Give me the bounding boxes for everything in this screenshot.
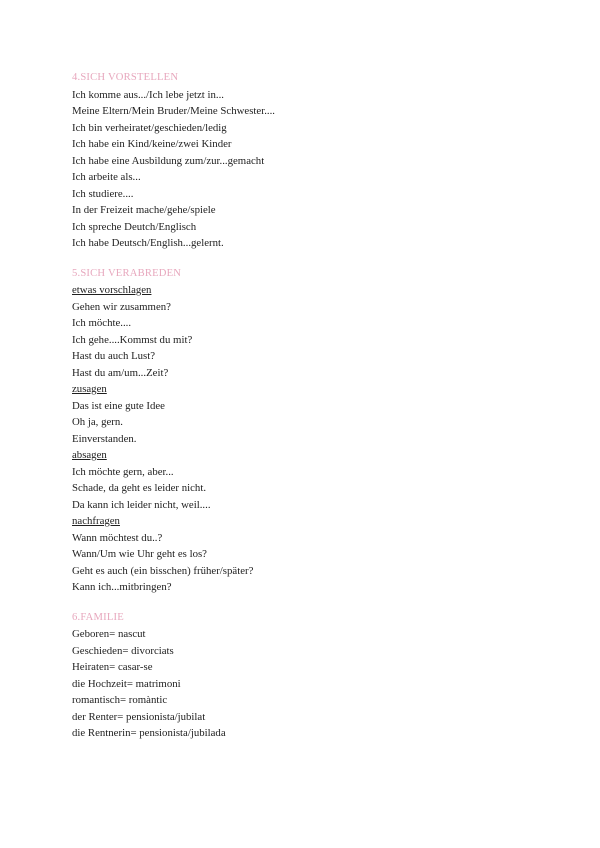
section-sich-vorstellen	[72, 70, 542, 252]
text-line: die Hochzeit= matrimoni	[72, 677, 181, 690]
text-line: Ich studiere....	[72, 187, 134, 200]
text-line: Wann möchtest du..?	[72, 531, 163, 544]
subheading-zusagen: zusagen	[72, 383, 107, 395]
text-line: Ich habe eine Ausbildung zum/zur...gemacht	[72, 154, 265, 167]
text-line: Da kann ich leider nicht, weil....	[72, 498, 211, 511]
text-line: romantisch= romàntic	[72, 694, 168, 706]
text-line: Das ist eine gute Idee	[72, 399, 165, 412]
text-line: Ich möchte gern, aber...	[72, 465, 174, 478]
section-sich-verabreden	[72, 266, 542, 596]
text-line: Ich möchte....	[72, 317, 132, 329]
text-line: Ich spreche Deutch/Englisch	[72, 220, 197, 233]
text-line: Hast du auch Lust?	[72, 350, 156, 362]
text-line: Geboren= nascut	[72, 628, 146, 640]
text-line: der Renter= pensionista/jubilat	[72, 710, 206, 723]
text-line: Meine Eltern/Mein Bruder/Meine Schwester....	[72, 105, 275, 117]
subheading-etwas-vorschlagen: etwas vorschlagen	[72, 284, 152, 296]
text-line: Ich gehe....Kommst du mit?	[72, 333, 193, 346]
text-line: Ich bin verheiratet/geschieden/ledig	[72, 121, 227, 134]
text-line: Oh ja, gern.	[72, 416, 123, 428]
text-line: die Rentnerin= pensionista/jubilada	[72, 727, 226, 739]
text-line: Wann/Um wie Uhr geht es los?	[72, 548, 207, 560]
section-heading: 6.FAMILIE	[72, 611, 124, 623]
text-line: Geschieden= divorciats	[72, 644, 174, 657]
text-line: Ich habe ein Kind/keine/zwei Kinder	[72, 138, 232, 150]
text-line: Ich habe Deutsch/English...gelernt.	[72, 237, 224, 249]
text-line: Gehen wir zusammen?	[72, 300, 171, 313]
section-heading: 5.SICH VERABREDEN	[72, 267, 182, 279]
text-line: Geht es auch (ein bisschen) früher/später?	[72, 564, 254, 577]
subheading-nachfragen: nachfragen	[72, 515, 120, 527]
subheading-absagen: absagen	[72, 449, 107, 461]
text-line: Schade, da geht es leider nicht.	[72, 482, 207, 494]
text-line: Hast du am/um...Zeit?	[72, 366, 169, 379]
text-line: Ich arbeite als...	[72, 171, 141, 183]
section-heading: 4.SICH VORSTELLEN	[72, 72, 179, 83]
text-line: Einverstanden.	[72, 432, 137, 445]
section-familie	[72, 610, 542, 742]
text-line: Ich komme aus.../Ich lebe jetzt in...	[72, 88, 225, 101]
text-line: In der Freizeit mache/gehe/spiele	[72, 204, 216, 216]
text-line: Kann ich...mitbringen?	[72, 581, 172, 593]
document-page	[72, 70, 542, 756]
text-line: Heiraten= casar-se	[72, 661, 153, 673]
